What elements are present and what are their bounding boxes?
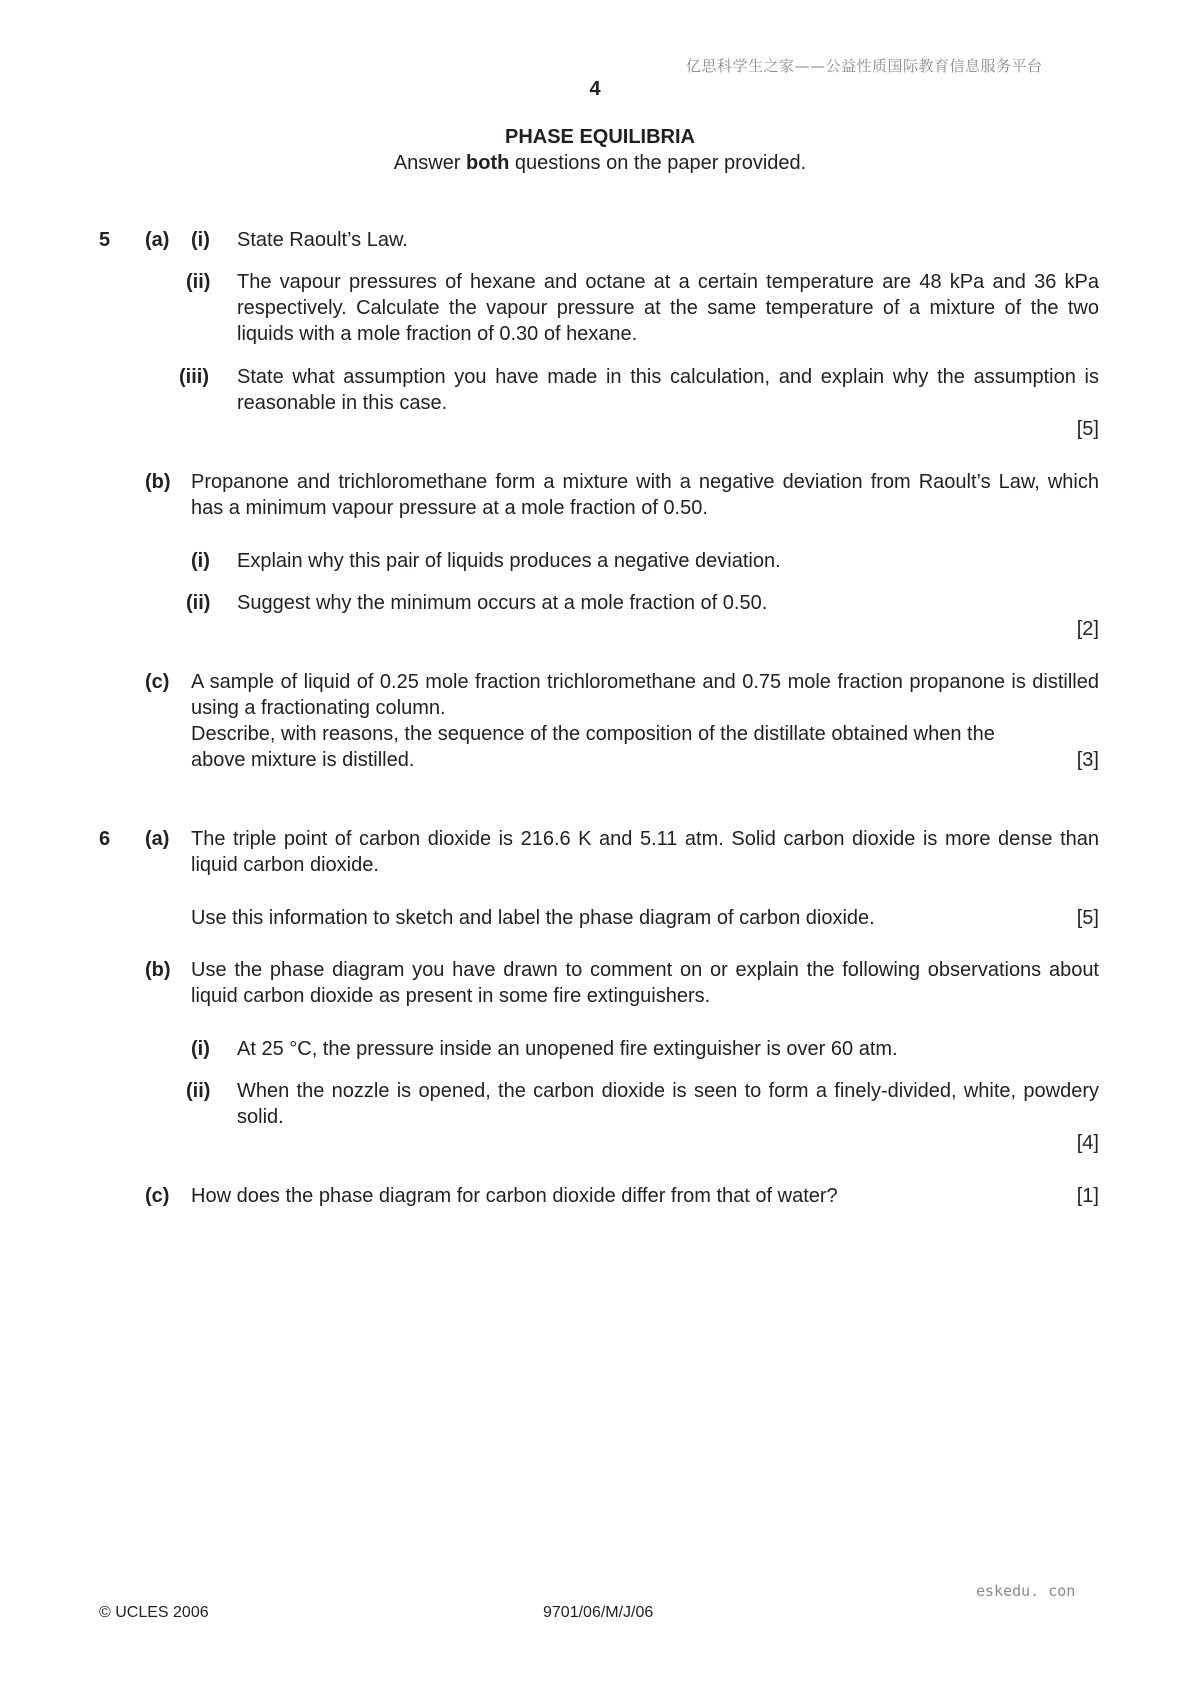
question-5-number: 5 [99,229,111,251]
q6-b-marks: [4] [1076,1132,1099,1154]
footer-paper-code: 9701/06/M/J/06 [543,1604,654,1621]
section-instruction [0,152,1190,175]
q6-b-text: Use the phase diagram you have drawn to comment on or explain the following observations about liquid carbon dioxide as present in some fire extinguishers. [191,959,1099,1007]
q5-a-iii-text: State what assumption you have made in this calculation, and explain why the assumption is reasonable in this case. [237,366,1099,414]
q6-c-label: (c) [145,1185,170,1207]
instruction-bold: both [466,152,510,174]
q5-b-ii-text: Suggest why the minimum occurs at a mole fraction of 0.50. [237,592,768,614]
q6-c-text: How does the phase diagram for carbon dioxide differ from that of water? [191,1185,838,1207]
q5-a-ii-label: (ii) [186,271,211,293]
q6-a-text2: Use this information to sketch and label the phase diagram of carbon dioxide. [191,907,875,929]
q5-b-i-label: (i) [191,550,210,572]
q6-b-ii-text: When the nozzle is opened, the carbon dioxide is seen to form a finely-divided, white, powdery solid. [237,1080,1099,1128]
q6-b-i-label: (i) [191,1038,210,1060]
q5-b-i-text: Explain why this pair of liquids produces a negative deviation. [237,550,781,572]
section-title: PHASE EQUILIBRIA [504,126,696,148]
q5-a-ii-text: The vapour pressures of hexane and octane at a certain temperature are 48 kPa and 36 kPa respectively. Calculate the vapour pressure at the same temperature of a mixture of the two liquids with a mole fraction of 0.30 of hexane. [237,271,1099,345]
q5-a-i-text: State Raoult’s Law. [237,229,408,251]
q6-b-ii-label: (ii) [186,1080,211,1102]
q5-c-text1: A sample of liquid of 0.25 mole fraction trichloromethane and 0.75 mole fraction propanone is distilled using a fractionating column. [191,671,1099,719]
q5-a-label: (a) [145,229,170,251]
q6-c-marks: [1] [1076,1185,1099,1207]
q6-b-i-text: At 25 °C, the pressure inside an unopened fire extinguisher is over 60 atm. [237,1038,898,1060]
instruction-pre: Answer [393,152,467,174]
q5-c-text2: Describe, with reasons, the sequence of the composition of the distillate obtained when the above mixture is distilled. [191,723,995,771]
question-6-number: 6 [99,828,111,850]
q5-b-text: Propanone and trichloromethane form a mixture with a negative deviation from Raoult’s Law, which has a minimum vapour pressure at a mole fraction of 0.50. [191,471,1099,519]
q5-b-ii-label: (ii) [186,592,211,614]
q5-b-label: (b) [145,471,171,493]
watermark-top: 亿思科学生之家——公益性质国际教育信息服务平台 [686,57,1043,75]
q5-a-iii-label: (iii) [179,366,209,388]
q6-b-label: (b) [145,959,171,981]
q5-c-label: (c) [145,671,170,693]
q6-a-label: (a) [145,828,170,850]
q6-a-text1: The triple point of carbon dioxide is 216.6 K and 5.11 atm. Solid carbon dioxide is more dense than liquid carbon dioxide. [191,828,1099,876]
q5-b-marks: [2] [1076,618,1099,640]
q5-a-marks: [5] [1076,418,1099,440]
instruction-post: questions on the paper provided. [509,152,807,174]
q5-a-i-label: (i) [191,229,210,251]
footer-copyright: © UCLES 2006 [99,1604,209,1621]
q6-a-marks: [5] [1076,907,1099,929]
watermark-bottom: eskedu. con [976,1582,1076,1600]
page-number: 4 [589,78,601,100]
q5-c-marks: [3] [1076,749,1099,771]
